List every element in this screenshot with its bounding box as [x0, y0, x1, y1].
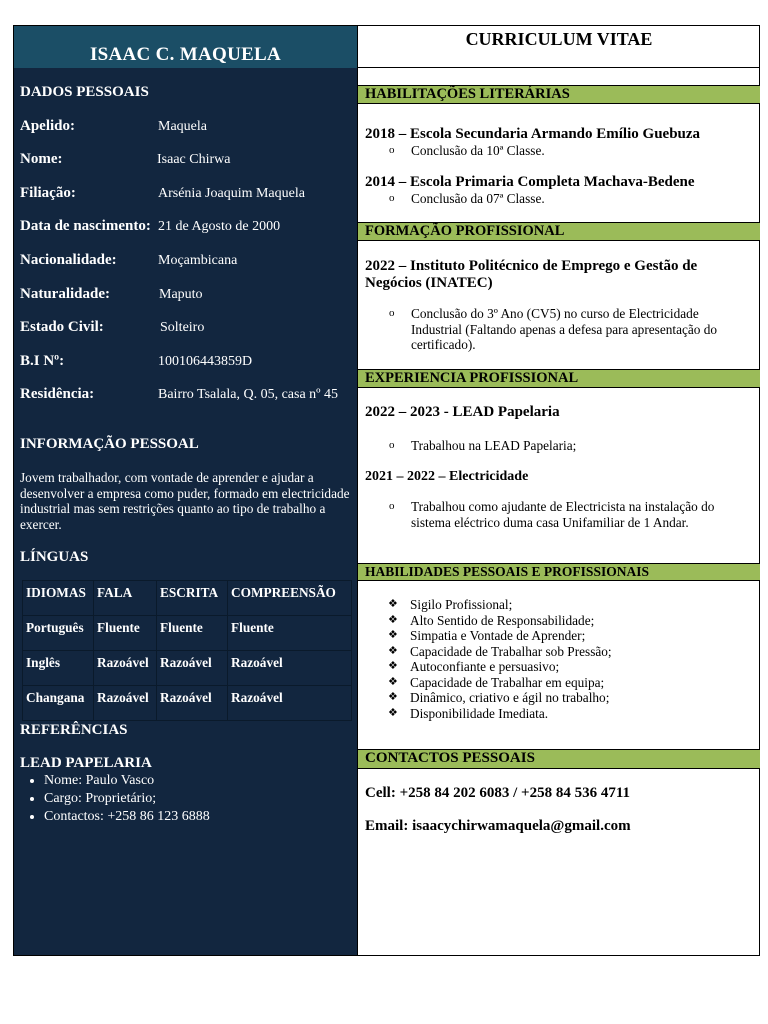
table-cell: Inglês	[23, 651, 94, 686]
personal-label: Data de nascimento:	[20, 218, 151, 234]
personal-data-heading: DADOS PESSOAIS	[20, 84, 149, 100]
diamond-bullet-icon: ❖	[388, 613, 398, 626]
main-column	[358, 25, 760, 956]
education-entry-title: 2018 – Escola Secundaria Armando Emílio Guebuza	[365, 126, 701, 142]
table-cell: Português	[23, 616, 94, 651]
table-cell: Fluente	[94, 616, 157, 651]
table-row	[23, 651, 352, 686]
table-row	[23, 581, 352, 616]
cv-title: CURRICULUM VITAE	[465, 29, 653, 49]
experience-entry-title: 2021 – 2022 – Electricidade	[365, 469, 529, 484]
table-header-cell: IDIOMAS	[23, 581, 94, 616]
table-cell: Fluente	[228, 616, 352, 651]
training-title-line: 2022 – Instituto Politécnico de Emprego e Gestão de	[365, 258, 698, 274]
list-item: ❖ Disponibilidade Imediata.	[388, 705, 549, 721]
skills-heading: HABILIDADES PESSOAIS E PROFISSIONAIS	[358, 563, 760, 581]
languages-heading: LÍNGUAS	[20, 549, 89, 565]
contacts-heading: CONTACTOS PESSOAIS	[358, 749, 760, 769]
circle-bullet-icon: o	[389, 144, 395, 156]
table-cell: Razoável	[228, 651, 352, 686]
personal-value: Moçambicana	[158, 253, 238, 268]
reference-company: LEAD PAPELARIA	[20, 755, 152, 771]
personal-value: Maputo	[159, 287, 203, 302]
table-cell: Razoável	[157, 651, 228, 686]
list-item: • Cargo: Proprietário;	[44, 790, 210, 808]
experience-entry-detail: o Trabalhou na LEAD Papelaria;	[389, 438, 577, 453]
personal-value: 100106443859D	[158, 354, 253, 369]
table-cell: Razoável	[228, 686, 352, 721]
languages-table	[22, 580, 352, 721]
experience-entry-detail: o Trabalhou como ajudante de Electricista na instalação do sistema eléctrico duma casa Unifamiliar de 1 Andar.	[389, 499, 715, 530]
contact-cell: Cell: +258 84 202 6083 / +258 84 536 4711	[365, 785, 631, 801]
personal-info-text: Jovem trabalhador, com vontade de aprender e ajudar a desenvolver a empresa como puder, formado em electricidade industrial mas sem restrições quanto ao tipo de trabalho a exercer.	[20, 470, 350, 532]
personal-value: Bairro Tsalala, Q. 05, casa nº 45	[158, 387, 338, 402]
table-cell: Fluente	[157, 616, 228, 651]
list-item: • Contactos: +258 86 123 6888	[44, 808, 210, 826]
skills-list	[388, 597, 612, 721]
personal-label: Nome:	[20, 151, 63, 167]
list-item: ❖ Sigilo Profissional;	[388, 597, 513, 612]
table-row	[23, 616, 352, 651]
candidate-name: ISAAC C. MAQUELA	[89, 44, 282, 65]
personal-value: Maquela	[158, 119, 207, 134]
experience-heading: EXPERIENCIA PROFISSIONAL	[358, 369, 760, 388]
table-cell: Razoável	[94, 651, 157, 686]
diamond-bullet-icon: ❖	[388, 675, 398, 688]
table-header-cell: ESCRITA	[157, 581, 228, 616]
references-list	[22, 772, 210, 826]
personal-label: Residência:	[20, 386, 95, 402]
education-entry-detail: o Conclusão da 10ª Classe.	[389, 143, 545, 158]
personal-label: Estado Civil:	[20, 319, 104, 335]
list-item: ❖ Capacidade de Trabalhar em equipa;	[388, 674, 605, 690]
education-entry-detail: o Conclusão da 07ª Classe.	[389, 191, 545, 206]
diamond-bullet-icon: ❖	[388, 706, 398, 719]
circle-bullet-icon: o	[389, 500, 395, 512]
table-cell: Changana	[23, 686, 94, 721]
table-header-cell: COMPREENSÃO	[228, 581, 352, 616]
personal-label: Filiação:	[20, 185, 76, 201]
list-item: ❖ Alto Sentido de Responsabilidade;	[388, 612, 595, 628]
table-header-cell: FALA	[94, 581, 157, 616]
diamond-bullet-icon: ❖	[388, 629, 398, 641]
education-heading: HABILITAÇÕES LITERÁRIAS	[358, 85, 760, 104]
diamond-bullet-icon: ❖	[388, 691, 398, 703]
personal-value: 21 de Agosto de 2000	[158, 219, 281, 234]
personal-value: Solteiro	[160, 320, 205, 335]
table-cell: Razoável	[157, 686, 228, 721]
personal-label: Naturalidade:	[20, 286, 110, 302]
table-cell: Razoável	[94, 686, 157, 721]
personal-value: Arsénia Joaquim Maquela	[158, 186, 305, 201]
personal-label: B.I Nº:	[20, 353, 65, 369]
circle-bullet-icon: o	[389, 307, 395, 319]
personal-value: Isaac Chirwa	[157, 152, 231, 167]
education-entry-title: 2014 – Escola Primaria Completa Machava-Bedene	[365, 174, 695, 190]
contact-email[interactable]: Email: isaacychirwamaquela@gmail.com	[365, 818, 631, 834]
references-heading: REFERÊNCIAS	[20, 722, 128, 738]
sidebar	[13, 25, 358, 956]
circle-bullet-icon: o	[389, 192, 395, 204]
personal-info-heading: INFORMAÇÃO PESSOAL	[20, 436, 199, 452]
list-item: ❖ Autoconfiante e persuasivo;	[388, 659, 560, 674]
circle-bullet-icon: o	[389, 439, 395, 451]
list-item: • Nome: Paulo Vasco	[44, 772, 210, 790]
diamond-bullet-icon: ❖	[388, 660, 398, 672]
experience-entry-title: 2022 – 2023 - LEAD Papelaria	[365, 404, 560, 420]
list-item: ❖ Capacidade de Trabalhar sob Pressão;	[388, 643, 612, 659]
divider	[358, 67, 760, 68]
training-detail: o Conclusão do 3º Ano (CV5) no curso de Electricidade Industrial (Faltando apenas a defesa para apresentação do certificado).	[389, 306, 718, 352]
diamond-bullet-icon: ❖	[388, 644, 398, 657]
personal-label: Apelido:	[20, 118, 76, 134]
diamond-bullet-icon: ❖	[388, 598, 398, 610]
list-item: ❖ Simpatia e Vontade de Aprender;	[388, 628, 586, 643]
table-row	[23, 686, 352, 721]
personal-label: Nacionalidade:	[20, 252, 117, 268]
training-title-line: Negócios (INATEC)	[365, 275, 493, 291]
list-item: ❖ Dinâmico, criativo e ágil no trabalho;	[388, 690, 610, 705]
training-heading: FORMAÇÃO PROFISSIONAL	[358, 222, 760, 241]
